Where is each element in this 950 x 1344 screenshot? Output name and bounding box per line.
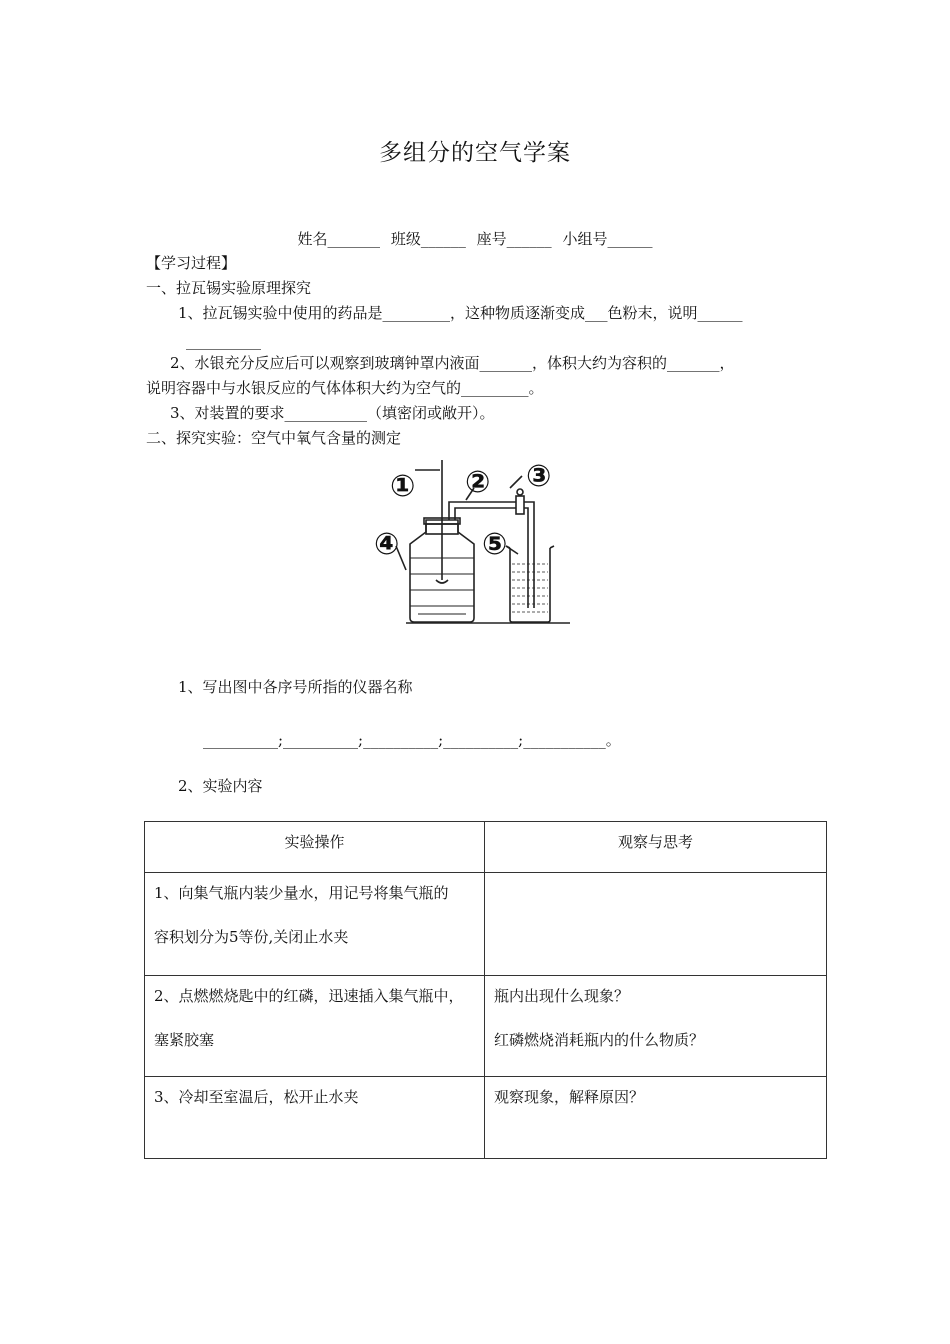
question-1-line-1: 1、拉瓦锡实验中使用的药品是_________，这种物质逐渐变成___色粉末，说明______ — [178, 304, 743, 322]
observation-cell[interactable] — [485, 873, 827, 976]
operation-cell — [145, 1077, 485, 1159]
observation-text: 红磷燃烧消耗瓶内的什么物质？ — [494, 1031, 705, 1049]
student-info — [0, 229, 950, 249]
apparatus-figure — [370, 458, 570, 628]
operation-cell — [145, 873, 485, 976]
figure-label-4: ④ — [374, 527, 400, 562]
seat-field[interactable]: 座号______ — [476, 230, 552, 248]
question-2-line-2: 说明容器中与水银反应的气体体积大约为空气的_________。 — [146, 379, 544, 397]
figure-label-5: ⑤ — [482, 527, 508, 562]
name-field[interactable]: 姓名_______ — [297, 230, 381, 248]
question-1-line-2: __________ — [186, 332, 261, 350]
figure-label-3: ③ — [526, 459, 552, 494]
header-observation: 观察与思考 — [485, 822, 827, 873]
part2-question-2: 2、实验内容 — [178, 777, 263, 795]
operation-text: 1、向集气瓶内装少量水，用记号将集气瓶的 — [154, 884, 449, 902]
section-heading-process: 【学习过程】 — [146, 254, 237, 272]
operation-text: 容积划分为5等份,关闭止水夹 — [154, 928, 349, 946]
group-field[interactable]: 小组号______ — [562, 230, 653, 248]
part1-heading: 一、拉瓦锡实验原理探究 — [146, 279, 312, 297]
table-row — [145, 976, 827, 1077]
part2-heading: 二、探究实验：空气中氧气含量的测定 — [146, 429, 402, 447]
observation-text: 观察现象，解释原因？ — [494, 1088, 645, 1106]
part2-question-1-blanks[interactable]: __________;__________;__________;__________;___________。 — [203, 731, 621, 749]
part2-question-1: 1、写出图中各序号所指的仪器名称 — [178, 678, 413, 696]
operation-text: 3、冷却至室温后，松开止水夹 — [154, 1088, 359, 1106]
question-3: 3、对装置的要求___________（填密闭或敞开）。 — [170, 404, 495, 422]
table-row — [145, 873, 827, 976]
class-field[interactable]: 班级______ — [390, 230, 466, 248]
apparatus-drawing — [370, 458, 570, 628]
operation-cell — [145, 976, 485, 1077]
question-2-line-1: 2、水银充分反应后可以观察到玻璃钟罩内液面_______，体积大约为容积的_______， — [170, 354, 735, 372]
observation-text: 瓶内出现什么现象？ — [494, 987, 630, 1005]
figure-label-1: ① — [390, 469, 416, 504]
observation-cell[interactable] — [485, 1077, 827, 1159]
operation-text: 塞紧胶塞 — [154, 1031, 215, 1049]
table-header-row — [145, 822, 827, 873]
figure-label-2: ② — [465, 465, 491, 500]
table-row — [145, 1077, 827, 1159]
header-operation: 实验操作 — [145, 822, 485, 873]
experiment-table — [144, 821, 827, 1159]
operation-text: 2、点燃燃烧匙中的红磷，迅速插入集气瓶中， — [154, 987, 464, 1005]
observation-cell[interactable] — [485, 976, 827, 1077]
page-title: 多组分的空气学案 — [379, 140, 571, 166]
